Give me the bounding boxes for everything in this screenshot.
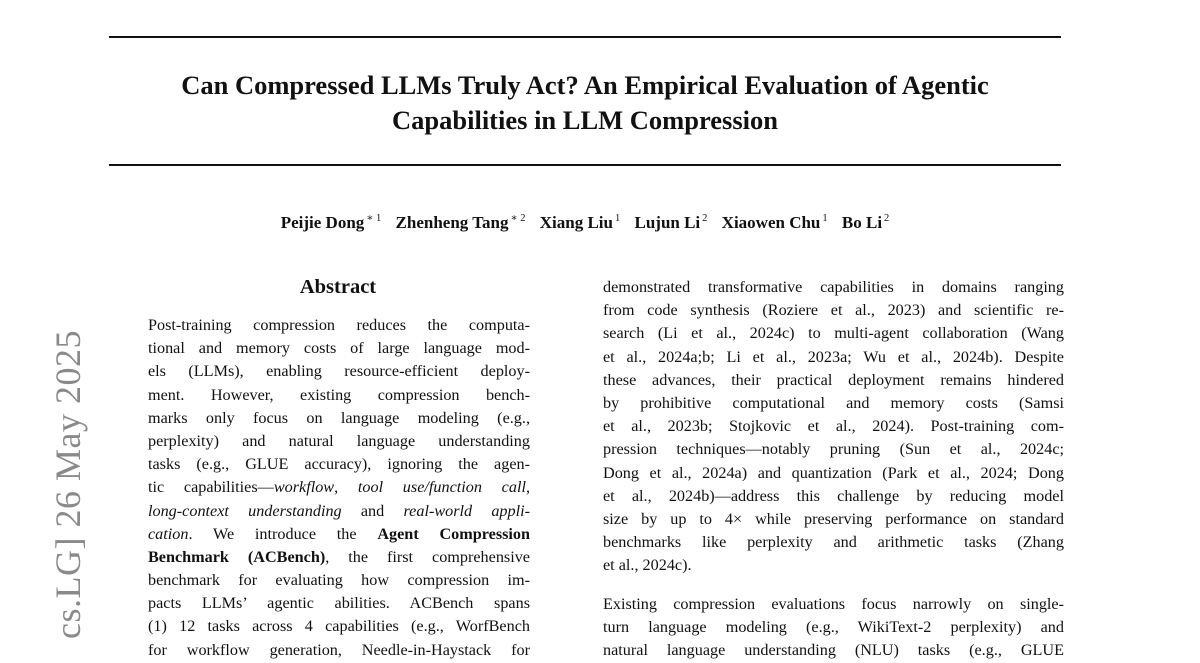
text-line: demonstrated transformative capabilities in domains ranging: [603, 278, 1064, 296]
text-line: ment. However, existing compression bench-: [148, 385, 530, 404]
title-top-rule: [109, 36, 1061, 38]
arxiv-watermark: cs.LG] 26 May 2025: [48, 330, 88, 639]
text-run: , the first comprehensive: [325, 547, 530, 566]
author: [722, 207, 828, 235]
affiliation-mark: 1: [614, 213, 621, 224]
text-line: (1) 12 tasks across 4 capabilities (e.g., WorfBench: [148, 617, 530, 636]
text-line: turn language modeling (e.g., WikiText-2 perplexity) and: [603, 618, 1064, 637]
text-line: et al., 2024a;b; Li et al., 2023a; Wu et al., 2024b). Despite: [603, 347, 1064, 366]
text-line: et al., 2023b; Stojkovic et al., 2024). Post-training com-: [603, 417, 1064, 436]
author-name: Bo Li: [841, 213, 883, 232]
author-name: Xiang Liu: [539, 213, 613, 232]
text-line: these advances, their practical deployment remains hindered: [603, 370, 1064, 389]
text-line: Post-training compression reduces the computa-: [148, 316, 530, 334]
bold-term: Agent Compression: [377, 524, 531, 543]
author: [281, 207, 382, 235]
author-list: [109, 207, 1061, 235]
affiliation-mark: 1: [822, 213, 828, 224]
author-name: Peijie Dong: [280, 213, 365, 232]
text-run: . We introduce the: [188, 524, 378, 543]
text-run: ,: [525, 478, 530, 497]
text-line: pacts LLMs’ agentic abilities. ACBench spans: [148, 594, 530, 613]
title-line-1: Can Compressed LLMs Truly Act? An Empirical Evaluation of Agentic: [181, 70, 989, 100]
affiliation-mark: ∗ 1: [366, 213, 382, 224]
author: [634, 207, 707, 235]
text-line: [148, 546, 530, 569]
text-line: size by up to 4× while preserving performance on standard: [603, 509, 1064, 528]
author-name: Zhenheng Tang: [395, 213, 509, 232]
italic-term: real-world appli-: [403, 501, 530, 520]
affiliation-mark: 2: [884, 213, 890, 224]
intro-paragraph-1: [603, 276, 1064, 577]
text-run: and: [341, 501, 404, 520]
paper-title: [109, 68, 1061, 138]
text-line: natural language understanding (NLU) tasks (e.g., GLUE: [603, 641, 1064, 660]
text-line: els (LLMs), enabling resource-efficient deploy-: [148, 362, 530, 381]
abstract-heading: Abstract: [299, 276, 377, 298]
author-name: Lujun Li: [634, 213, 701, 232]
text-line: et al., 2024b)—address this challenge by reducing model: [603, 486, 1064, 505]
text-line: perplexity) and natural language understanding: [148, 431, 530, 450]
author-name: Xiaowen Chu: [721, 213, 821, 232]
text-line: pression techniques—notably pruning (Sun et al., 2024c;: [603, 440, 1064, 459]
italic-term: cation: [148, 524, 189, 543]
abstract-body: [148, 314, 530, 662]
text-line: benchmark for evaluating how compression im-: [148, 571, 530, 590]
text-run: ,: [334, 478, 358, 497]
text-run: tic capabilities—: [148, 478, 274, 497]
author: [396, 207, 526, 235]
text-line: marks only focus on language modeling (e.g.,: [148, 408, 530, 427]
italic-term: tool use/function call: [357, 478, 526, 497]
text-line: et al., 2024c).: [603, 556, 692, 575]
text-line: for workflow generation, Needle-in-Haystack for: [148, 640, 530, 659]
author: [842, 207, 889, 235]
text-line: [148, 500, 530, 523]
text-line: from code synthesis (Roziere et al., 2023) and scientific re-: [603, 301, 1064, 320]
text-line: [148, 523, 530, 546]
text-line: Dong et al., 2024a) and quantization (Park et al., 2024; Dong: [603, 463, 1064, 482]
title-bottom-rule: [109, 164, 1061, 166]
text-line: benchmarks like perplexity and arithmetic tasks (Zhang: [603, 533, 1064, 552]
intro-paragraph-2: [603, 593, 1064, 663]
text-line: tional and memory costs of large language mod-: [148, 339, 530, 358]
affiliation-mark: 2: [702, 213, 708, 224]
affiliation-mark: ∗ 2: [510, 213, 526, 224]
title-line-2: Capabilities in LLM Compression: [391, 105, 779, 135]
bold-term: Benchmark (ACBench): [148, 547, 326, 566]
text-line: search (Li et al., 2024c) to multi-agent collaboration (Wang: [603, 324, 1064, 343]
text-line: Existing compression evaluations focus narrowly on single-: [603, 595, 1064, 613]
text-line: by prohibitive computational and memory costs (Samsi: [603, 393, 1064, 412]
text-line: tasks (e.g., GLUE accuracy), ignoring the agen-: [148, 455, 530, 474]
italic-term: workflow: [273, 478, 335, 497]
italic-term: long-context understanding: [148, 501, 342, 520]
author: [540, 207, 620, 235]
text-line: [148, 476, 530, 499]
